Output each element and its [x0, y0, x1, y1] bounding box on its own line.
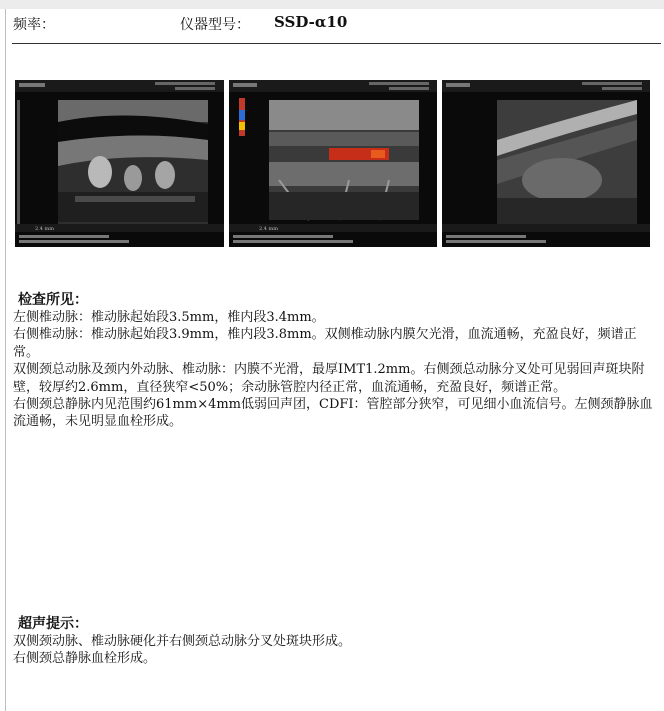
ultrasound-image-3 [442, 80, 650, 247]
findings-line: 左侧椎动脉：椎动脉起始段3.5mm，椎内段3.4mm。 [13, 310, 325, 325]
ultrasound-image-1 [15, 80, 224, 247]
depth-label: 2.4 mm [259, 226, 279, 232]
model-label: 仪器型号： [180, 17, 250, 33]
impression-line: 双侧颈动脉、椎动脉硬化并右侧颈总动脉分叉处斑块形成。 [13, 634, 352, 649]
impression-body [13, 633, 653, 668]
model-value: SSD-α10 [274, 13, 348, 31]
findings-body [13, 309, 653, 431]
left-border [5, 9, 6, 711]
findings-title: 检查所见： [18, 292, 88, 308]
findings-line: 右侧椎动脉：椎动脉起始段3.9mm，椎内段3.8mm。双侧椎动脉内膜欠光滑，血流通畅，充盈良好，频谱正常。 [13, 327, 637, 360]
findings-line: 右侧颈总静脉内见范围约61mm×4mm低弱回声团，CDFI：管腔部分狭窄，可见细小血流信号。左侧颈静脉血流通畅，未见明显血栓形成。 [13, 397, 653, 430]
impression-title: 超声提示： [18, 616, 88, 632]
frequency-label: 频率： [13, 17, 55, 33]
header-divider [12, 43, 661, 44]
ultrasound-image-2 [229, 80, 437, 247]
impression-line: 右侧颈总静脉血栓形成。 [13, 651, 157, 667]
top-bar [0, 0, 664, 9]
depth-label: 2.4 mm [35, 226, 55, 232]
findings-line: 双侧颈总动脉及颈内外动脉、椎动脉：内膜不光滑，最厚IMT1.2mm。右侧颈总动脉分叉处可见弱回声斑块附壁，较厚约2.6mm，直径狭窄<50%；余动脉管腔内径正常，血流通畅，充盈良好，频谱正常。 [13, 362, 645, 395]
